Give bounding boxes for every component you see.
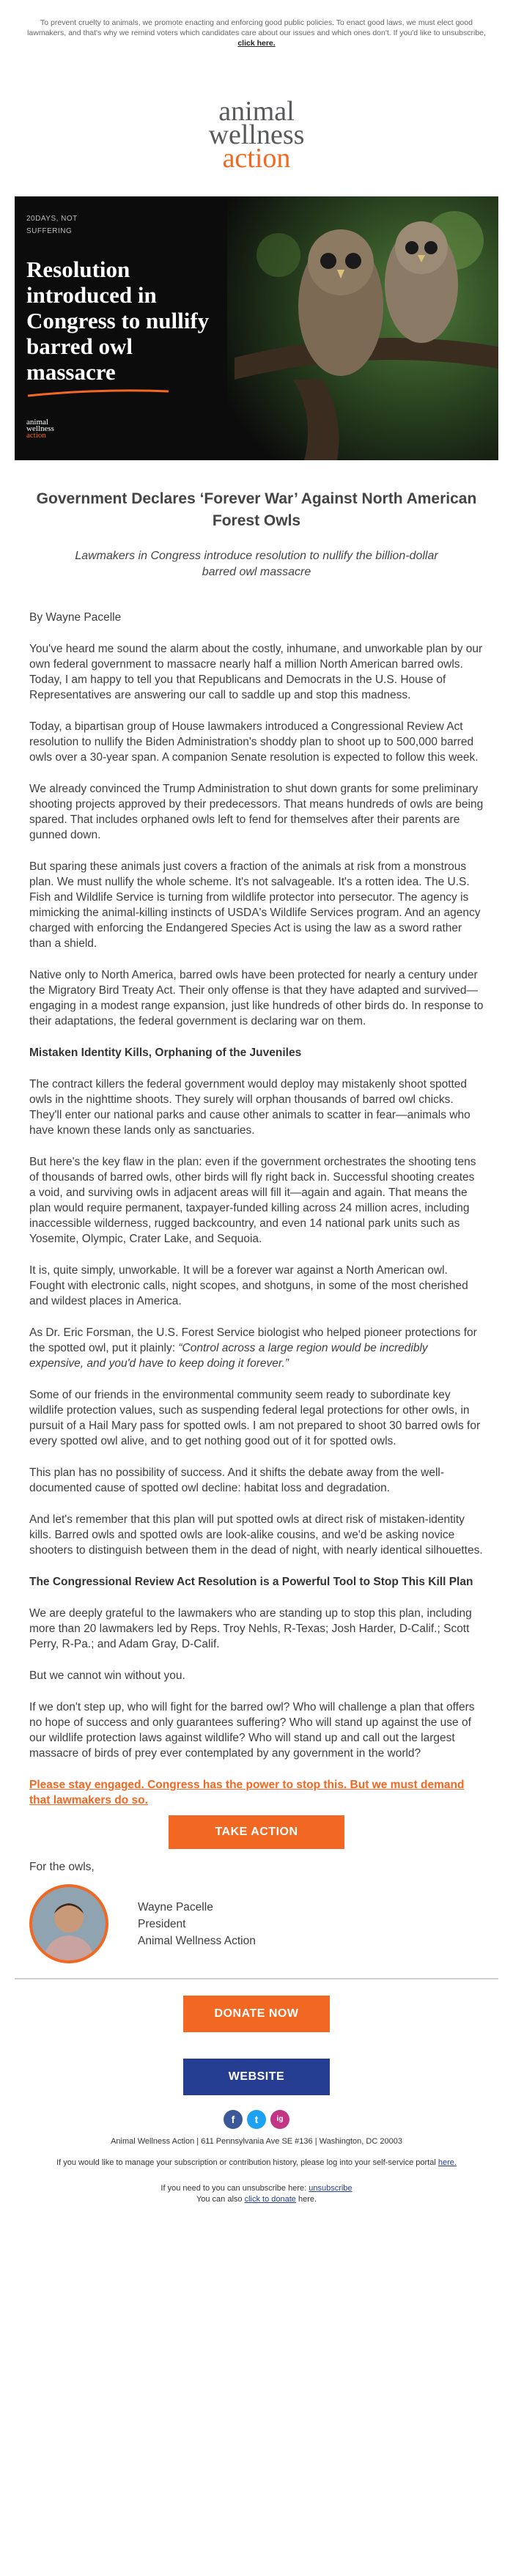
section-heading: Mistaken Identity Kills, Orphaning of the Juveniles: [29, 1047, 302, 1059]
logo-line-action: action: [222, 143, 291, 174]
paragraph: You've heard me sound the alarm about the costly, inhumane, and unworkable plan by our own federal government to massacre nearly half a million North American barred owls. Today, I am happy to tell you that Republicans and Democrats in the U.S. House of Representatives are answering our call to saddle up and stop this madness.: [29, 643, 483, 701]
paragraph: But sparing these animals just covers a fraction of the animals at risk from a monstrous plan. We must nullify the whole scheme. It's not salvageable. It's a rotten idea. The U.S. Fish and Wildlife Service is turning from wildlife protector into persecutor. The agency is mimicking the animal-killing instincts of USDA's Wildlife Services program. And an agency charged with enforcing the Endangered Species Act is using the law as a sword rather than a shield.: [29, 860, 481, 950]
avatar: [29, 1884, 108, 1963]
signer-name: Wayne Pacelle: [138, 1900, 213, 1913]
facebook-icon[interactable]: f: [224, 2110, 243, 2129]
paragraph: Today, a bipartisan group of House lawmakers introduced a Congressional Review Act resolution to nullify the Biden Administration's shoddy plan to shoot up to 500,000 barred owls over a 30-year span. A companion Senate resolution is expected to follow this week.: [29, 720, 479, 764]
paragraph: It is, quite simply, unworkable. It will be a forever war against a North American owl. Fought with electronic calls, night scopes, and shotguns, in some of the most cherished and wildest places in America.: [29, 1264, 468, 1307]
paragraph: Some of our friends in the environmental community seem ready to subordinate key wildlife protection values, such as suspending federal legal protections for other owls, in pursuit of a Hail Mary pass for spotted owls. I am not prepared to shoot 30 barred owls for every spotted owl alive, and to get nothing good out of it for spotted owls.: [29, 1389, 481, 1447]
website-button[interactable]: WEBSITE: [183, 2059, 330, 2095]
paragraph: The contract killers the federal government would deploy may mistakenly shoot spotted owls in the nighttime shoots. They surely will orphan thousands of barred owl chicks. They'll enter our national parks and cause other animals to scatter in fear—animals who have known these lands only as sanctuaries.: [29, 1078, 470, 1137]
social-links: [0, 2110, 513, 2129]
footer-unsubscribe-link[interactable]: unsubscribe: [309, 2184, 353, 2193]
brand-logo[interactable]: [0, 96, 513, 188]
unsubscribe-link[interactable]: click here.: [237, 39, 276, 48]
logo-line-wellness: wellness: [208, 119, 305, 150]
signer-role: President: [138, 1917, 186, 1930]
cta-link[interactable]: Please stay engaged. Congress has the power to stop this. But we must demand that lawmakers do so.: [29, 1779, 465, 1806]
byline: By Wayne Pacelle: [29, 611, 122, 624]
divider: [15, 1978, 498, 1979]
article-title: Government Declares ‘Forever War’ Against North American Forest Owls: [36, 490, 477, 529]
hero-tag: 20DAYS, NOT SUFFERING: [26, 215, 78, 235]
closing: For the owls,: [29, 1861, 95, 1873]
take-action-button[interactable]: TAKE ACTION: [169, 1815, 344, 1849]
preheader-text: To prevent cruelty to animals, we promote enacting and enforcing good public policies. To enact good laws, we must elect good lawmakers, and that's why we remind voters which candidates care about our issues and which ones don't. If you'd like to unsubscribe,: [27, 18, 486, 37]
hero-headline: Resolution introduced in Congress to nullify barred owl massacre: [26, 257, 210, 385]
paragraph: This plan has no possibility of success. And it shifts the debate away from the well-documented cause of spotted owl decline: habitat loss and degradation.: [29, 1466, 445, 1494]
portal-link[interactable]: here.: [438, 2158, 457, 2167]
article-body: [0, 610, 513, 1808]
footer-unsubscribe: If you need to you can unsubscribe here: unsubscribe: [160, 2184, 353, 2193]
signature-block: [0, 1861, 513, 1963]
footer-donate: You can also click to donate here.: [196, 2195, 317, 2204]
hero-banner[interactable]: [15, 196, 498, 460]
section-heading: The Congressional Review Act Resolution is a Powerful Tool to Stop This Kill Plan: [29, 1576, 473, 1588]
forsman-quote: “Control across a large region would be incredibly expensive, and you'd have to keep doing it forever.”: [29, 1342, 428, 1370]
instagram-icon[interactable]: ig: [270, 2110, 289, 2129]
paragraph-quote: As Dr. Eric Forsman, the U.S. Forest Service biologist who helped pioneer protections for the spotted owl, put it plainly: “Control across a large region would be incredibly expensive, and you'd have to keep doing it forever.”: [29, 1326, 477, 1370]
portrait-image: [32, 1887, 106, 1960]
paragraph: If we don't step up, who will fight for the barred owl? Who will challenge a plan that offers no hope of success and only guarantees suffering? Who will stand up against the use of our wildlife protection laws against wildlife? Who will stand up and call out the largest massacre of birds of prey ever contemplated by any government in the world?: [29, 1701, 475, 1760]
signer-org: Animal Wellness Action: [138, 1934, 256, 1947]
footer: [0, 2136, 513, 2205]
paragraph: We already convinced the Trump Administration to shut down grants for some preliminary shooting projects approved by their predecessors. That means hundreds of owls are being spared. That includes orphaned owls left to fend for themselves after their parents are gunned down.: [29, 783, 484, 841]
footer-address: Animal Wellness Action | 611 Pennsylvania Ave SE #136 | Washington, DC 20003: [111, 2137, 402, 2146]
paragraph: Native only to North America, barred owls have been protected for nearly a century under the Migratory Bird Treaty Act. Their only offense is that they have adapted and survived—engaging in a modest range expansion, just like hundreds of other birds do. In response to their adaptations, the federal government is declaring war on them.: [29, 969, 484, 1027]
article-subtitle: Lawmakers in Congress introduce resolution to nullify the billion-dollar barred owl massacre: [75, 550, 438, 578]
paragraph: And let's remember that this plan will put spotted owls at direct risk of mistaken-identity kills. Barred owls and spotted owls are look-alike cousins, and we'd be asking novice shooters to distinguish between them in the dead of night, with nearly identical silhouettes.: [29, 1513, 483, 1557]
logo-line-animal: animal: [218, 96, 295, 127]
paragraph: We are deeply grateful to the lawmakers who are standing up to stop this plan, including more than 20 lawmakers led by Reps. Troy Nehls, R-Texas; Josh Harder, D-Calif.; Scott Perry, R-Pa.; and Adam Gray, D-Calif.: [29, 1607, 472, 1650]
paragraph: But we cannot win without you.: [29, 1669, 185, 1682]
paragraph: But here's the key flaw in the plan: even if the government orchestrates the shooting tens of thousands of barred owls, other birds will fly right back in. Successful shooting creates a void, and surviving owls in adjacent areas will fill it—again and again. That means the plan would require permanent, taxpayer-funded killing across 24 million acres, including inaccessible wilderness, rugged backcountry, and even 14 national park units such as Yosemite, Olympic, Crater Lake, and Sequoia.: [29, 1156, 476, 1245]
hero-logo: animal wellness action: [26, 418, 54, 440]
twitter-icon[interactable]: t: [247, 2110, 266, 2129]
footer-manage: If you would like to manage your subscription or contribution history, please log into your self-service portal here.: [56, 2158, 457, 2167]
donate-now-button[interactable]: DONATE NOW: [183, 1996, 330, 2032]
preheader: [22, 0, 491, 48]
footer-donate-link[interactable]: click to donate: [244, 2195, 296, 2204]
